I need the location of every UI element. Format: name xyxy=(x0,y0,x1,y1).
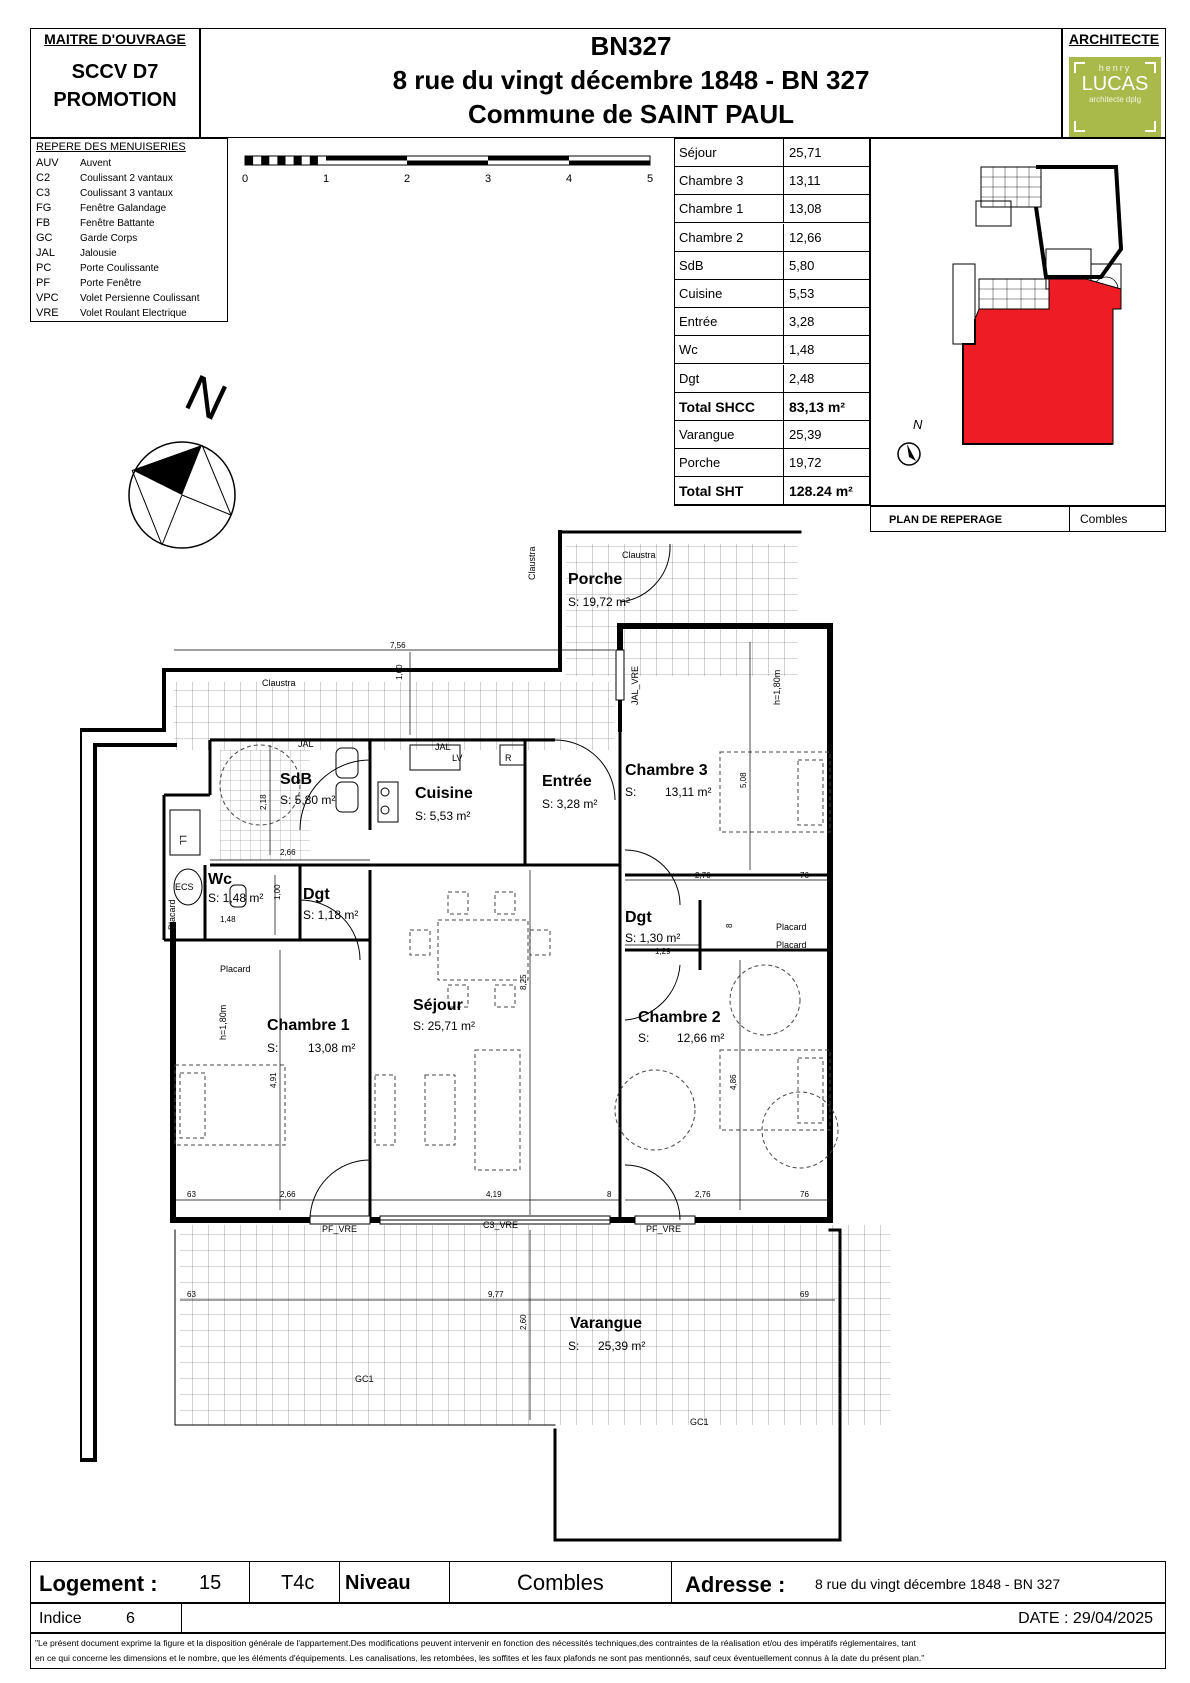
location-plan-label: PLAN DE REPERAGE xyxy=(889,514,1003,526)
legend-item xyxy=(36,172,173,184)
surface-value: 13,08 xyxy=(789,201,822,217)
architect-logo xyxy=(1069,57,1161,137)
surface-name: Chambre 2 xyxy=(679,229,744,245)
architect-title: ARCHITECTE xyxy=(1068,31,1160,47)
surface-name: Chambre 1 xyxy=(679,201,744,217)
indice-value: 6 xyxy=(126,1610,135,1627)
legend-code: FG xyxy=(36,202,52,214)
surface-row xyxy=(675,477,871,505)
room-area-porche: S: 19,72 m² xyxy=(568,595,631,609)
legend-code: VRE xyxy=(36,307,59,319)
surface-row xyxy=(675,139,871,167)
annotation-claustra-porche: Claustra xyxy=(622,550,656,560)
annotation-c3-vre: C3_VRE xyxy=(483,1220,519,1230)
room-name-dgt1: Dgt xyxy=(303,886,330,903)
dim-text: 4,91 xyxy=(269,1072,278,1088)
room-area-cuisine: S: 5,53 m² xyxy=(415,809,471,823)
surface-name: Chambre 3 xyxy=(679,173,744,189)
logement-number: 15 xyxy=(199,1572,222,1594)
room-name-varangue: Varangue xyxy=(570,1315,643,1332)
annotation-jal-sdb: JAL xyxy=(298,739,314,749)
indice-label: Indice xyxy=(39,1610,82,1627)
maitre-ouvrage-name-line1: SCCV D7 xyxy=(71,61,159,83)
dim-text: 9,77 xyxy=(488,1290,504,1299)
footer-row-1 xyxy=(30,1561,1166,1603)
logement-type: T4c xyxy=(281,1572,315,1594)
room-area-chambre3: 13,11 m² xyxy=(665,785,712,799)
maitre-ouvrage-title: MAITRE D'OUVRAGE xyxy=(44,31,186,47)
legend-code: C2 xyxy=(36,172,51,184)
dim-text: 2,18 xyxy=(259,794,268,810)
surface-value: 25,71 xyxy=(789,145,822,160)
dim-text: 1,29 xyxy=(655,947,671,956)
porch-tiles xyxy=(566,544,798,676)
legend-code: GC xyxy=(36,232,53,244)
date-label: DATE : 29/04/2025 xyxy=(1018,1610,1153,1627)
room-name-sdb: SdB xyxy=(280,771,312,788)
legend-item xyxy=(36,262,159,274)
surface-name: Total SHT xyxy=(679,483,744,500)
surface-row xyxy=(675,393,871,421)
legend-code: VPC xyxy=(36,292,59,304)
surface-name: Varangue xyxy=(679,427,735,442)
room-name-chambre1: Chambre 1 xyxy=(267,1017,350,1034)
annotation-placard-left: Placard xyxy=(167,899,177,930)
dim-text: 7,56 xyxy=(390,641,406,650)
room-area-prefix-chambre3: S: xyxy=(625,785,637,799)
room-name-entree: Entrée xyxy=(542,773,592,790)
annotation-pf-vre-left: PF_VRE xyxy=(322,1224,358,1234)
annotation-ecs: ECS xyxy=(175,882,194,892)
annotation-placard-r1: Placard xyxy=(776,922,807,932)
maitre-ouvrage-name-line2: PROMOTION xyxy=(53,89,177,111)
legend-label: Coulissant 3 vantaux xyxy=(80,188,173,199)
legend-item xyxy=(36,217,155,229)
dim-text: 4,19 xyxy=(486,1190,502,1199)
surface-value: 5,53 xyxy=(789,286,815,301)
dim-text: 8 xyxy=(607,1190,612,1199)
room-name-porche: Porche xyxy=(568,571,623,588)
disclaimer-line-1: "Le présent document exprime la figure et la disposition générale de l'appartement.Des modifications peuvent intervenir en fonction des nécessités techniques,des contraintes de la réalisation et/ou des impératifs réglementaires, tant xyxy=(35,1638,916,1648)
scale-bar xyxy=(240,150,660,190)
legend-label: Fenêtre Battante xyxy=(80,218,155,229)
dim-text: 2,76 xyxy=(695,1190,711,1199)
logement-label: Logement : xyxy=(39,1571,158,1596)
surface-value: 3,28 xyxy=(789,314,815,330)
surface-row xyxy=(675,421,871,449)
surface-row xyxy=(675,195,871,223)
annotation-jal-vre: JAL_VRE xyxy=(630,665,640,705)
annotation-lv: LV xyxy=(452,753,463,763)
annotation-h180-right: h=1,80m xyxy=(772,669,782,705)
dim-text: 63 xyxy=(187,1190,196,1199)
room-area-chambre1: 13,08 m² xyxy=(308,1041,356,1055)
surface-row xyxy=(675,308,871,336)
dim-text: 2,60 xyxy=(519,1314,528,1330)
location-plan-box xyxy=(870,138,1166,506)
surface-row xyxy=(675,252,871,280)
surface-value: 25,39 xyxy=(789,427,822,442)
maitre-ouvrage-box xyxy=(30,28,200,138)
annotation-placard-r2: Placard xyxy=(776,940,807,950)
room-name-wc: Wc xyxy=(208,871,232,888)
legend-title: REPERE DES MENUISERIES xyxy=(36,141,186,153)
dim-text: 8 xyxy=(725,923,734,928)
north-arrow-icon xyxy=(132,445,202,495)
surface-value: 83,13 m² xyxy=(789,398,846,415)
room-name-dgt2: Dgt xyxy=(625,909,652,926)
legend-code: JAL xyxy=(36,247,55,259)
scale-tick: 5 xyxy=(646,173,654,185)
architect-box xyxy=(1062,28,1166,138)
annotation-pf-vre-right: PF_VRE xyxy=(646,1224,682,1234)
legend-label: Auvent xyxy=(80,158,112,169)
room-area-varangue: 25,39 m² xyxy=(598,1339,646,1353)
dim-text: 1,60 xyxy=(395,664,404,680)
footer-disclaimer xyxy=(30,1633,1166,1669)
surface-name: Porche xyxy=(679,455,721,471)
logo-small-text: henry xyxy=(1098,63,1132,73)
scale-tick: 3 xyxy=(484,173,492,185)
surface-row xyxy=(675,224,871,252)
legend-code: PF xyxy=(36,277,51,289)
legend-label: Jalousie xyxy=(80,248,117,259)
surface-name: Cuisine xyxy=(679,286,723,301)
dim-text: 1,48 xyxy=(220,915,236,924)
surface-name: Wc xyxy=(679,342,698,358)
legend-item xyxy=(36,157,111,169)
legend-label: Porte Fenêtre xyxy=(80,278,142,289)
legend-item xyxy=(36,202,166,214)
surface-value: 13,11 xyxy=(789,173,821,189)
surface-value: 19,72 xyxy=(789,455,822,471)
surface-value: 2,48 xyxy=(789,370,815,386)
room-area-prefix-varangue: S: xyxy=(568,1339,580,1353)
adresse-label: Adresse : xyxy=(685,1572,786,1597)
legend-label: Volet Roulant Electrique xyxy=(80,308,187,319)
logo-subtitle: architecte dplg xyxy=(1088,95,1142,104)
surface-name: Total SHCC xyxy=(679,398,755,415)
surface-row xyxy=(675,449,871,477)
north-label: N xyxy=(176,363,236,433)
dim-text: 69 xyxy=(800,1290,809,1299)
room-name-chambre2: Chambre 2 xyxy=(638,1009,721,1026)
disclaimer-line-2: en ce qui concerne les dimensions et le nombre, que les éléments d'équipements. Les canalisations, les retombées, les soffites et les faux plafonds ne sont pas mentionnés, sauf ceux éventuellement connus à la date du présent plan." xyxy=(35,1653,925,1663)
logo-name: LUCAS xyxy=(1081,73,1149,95)
project-title-box xyxy=(200,28,1062,138)
surface-name: Entrée xyxy=(679,314,718,330)
surface-row xyxy=(675,167,871,195)
room-name-chambre3: Chambre 3 xyxy=(625,762,708,779)
joinery-legend xyxy=(30,138,228,322)
scale-tick: 1 xyxy=(322,173,330,185)
legend-label: Coulissant 2 vantaux xyxy=(80,173,173,184)
surface-row xyxy=(675,365,871,393)
legend-item xyxy=(36,232,137,244)
legend-item xyxy=(36,247,117,259)
surface-value: 1,48 xyxy=(789,342,815,358)
dim-text: 76 xyxy=(800,871,809,880)
dim-text: 4,86 xyxy=(729,1074,738,1090)
legend-code: AUV xyxy=(36,157,59,169)
room-area-chambre2: 12,66 m² xyxy=(677,1031,725,1045)
dim-text: 76 xyxy=(800,1190,809,1199)
annotation-r: R xyxy=(505,753,512,763)
surface-name: Séjour xyxy=(679,145,717,160)
dim-text: 2,66 xyxy=(280,1190,296,1199)
scale-tick: 4 xyxy=(565,173,573,185)
floor-plan xyxy=(80,530,920,1550)
location-plan-north-label: N xyxy=(913,417,923,432)
legend-code: FB xyxy=(36,217,51,229)
legend-label: Fenêtre Galandage xyxy=(80,203,167,214)
surface-value: 128.24 m² xyxy=(789,483,853,500)
dim-text: 63 xyxy=(187,1290,196,1299)
surfaces-table xyxy=(674,138,870,506)
niveau-label: Niveau xyxy=(345,1572,411,1594)
room-area-dgt1: S: 1,18 m² xyxy=(303,908,359,922)
adresse-value: 8 rue du vingt décembre 1848 - BN 327 xyxy=(815,1576,1061,1592)
dim-text: 1,00 xyxy=(273,884,282,900)
scale-tick: 2 xyxy=(403,173,411,185)
dim-text: 5,08 xyxy=(739,772,748,788)
legend-label: Porte Coulissante xyxy=(80,263,159,274)
surface-name: SdB xyxy=(679,257,704,273)
surface-row xyxy=(675,336,871,364)
room-area-entree: S: 3,28 m² xyxy=(542,797,598,811)
legend-item xyxy=(36,292,200,304)
annotation-h180-left: h=1,80m xyxy=(218,1004,228,1040)
room-area-prefix-chambre1: S: xyxy=(267,1041,279,1055)
room-name-cuisine: Cuisine xyxy=(415,785,473,802)
location-plan-drawing xyxy=(871,139,1165,505)
surface-name: Dgt xyxy=(679,370,700,386)
legend-label: Volet Persienne Coulissant xyxy=(80,293,200,304)
project-title-line2: 8 rue du vingt décembre 1848 - BN 327 xyxy=(392,65,870,95)
legend-item xyxy=(36,277,141,289)
annotation-gc1-a: GC1 xyxy=(355,1374,374,1384)
varangue-tiles xyxy=(180,1225,890,1425)
annotation-placard-ch1: Placard xyxy=(220,964,251,974)
scale-tick: 0 xyxy=(241,173,249,185)
location-plan-level: Combles xyxy=(1069,507,1137,531)
room-name-sejour: Séjour xyxy=(413,997,463,1014)
location-plan-north-arrow-icon xyxy=(907,444,916,461)
surface-row xyxy=(675,280,871,308)
surface-value: 5,80 xyxy=(789,257,815,273)
project-title-line3: Commune de SAINT PAUL xyxy=(468,99,794,129)
legend-code: PC xyxy=(36,262,52,274)
location-plan-footer xyxy=(870,506,1166,532)
room-area-prefix-chambre2: S: xyxy=(638,1031,650,1045)
legend-item xyxy=(36,187,173,199)
annotation-jal-kitchen: JAL xyxy=(435,742,451,752)
dim-text: 2,66 xyxy=(280,848,296,857)
legend-code: C3 xyxy=(36,187,51,199)
legend-label: Garde Corps xyxy=(80,233,138,244)
niveau-value: Combles xyxy=(517,1570,604,1595)
annotation-claustra-left: Claustra xyxy=(527,546,537,580)
annotation-claustra-terrace: Claustra xyxy=(262,678,296,688)
room-area-sdb: S: 5,80 m² xyxy=(280,793,336,807)
annotation-ll: LL xyxy=(178,835,188,846)
room-area-dgt2: S: 1,30 m² xyxy=(625,931,681,945)
legend-item xyxy=(36,307,187,319)
room-area-sejour: S: 25,71 m² xyxy=(413,1019,476,1033)
dim-text: 8,25 xyxy=(519,974,528,990)
dim-text: 2,76 xyxy=(695,871,711,880)
annotation-gc1-b: GC1 xyxy=(690,1417,709,1427)
project-title-line1: BN327 xyxy=(590,31,672,61)
footer-row-2 xyxy=(30,1603,1166,1633)
surface-value: 12,66 xyxy=(789,229,822,245)
room-area-wc: S: 1,48 m² xyxy=(208,891,264,905)
